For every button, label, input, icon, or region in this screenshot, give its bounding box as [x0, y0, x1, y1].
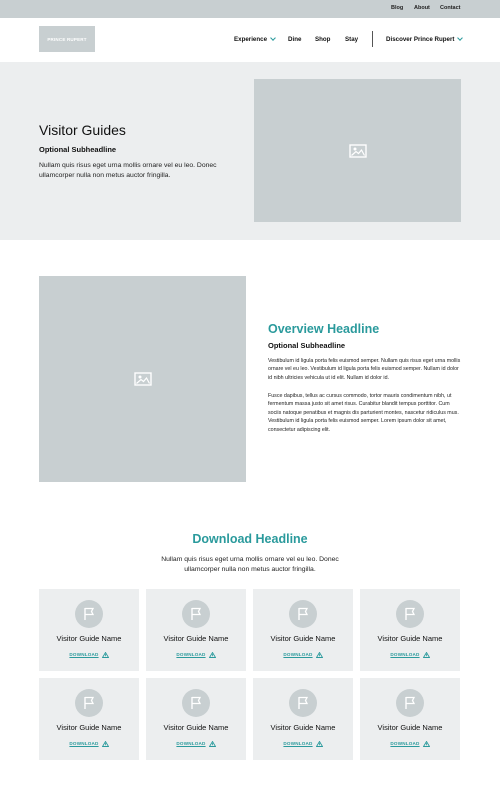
hero-section [0, 62, 500, 240]
download-link[interactable] [253, 741, 353, 747]
guide-name: Visitor Guide Name [377, 723, 443, 732]
download-headline: Download Headline [192, 532, 308, 546]
download-icon [316, 741, 323, 747]
download-link-label: DOWNLOAD [283, 741, 313, 747]
flag-icon [83, 607, 95, 621]
guide-name: Visitor Guide Name [56, 634, 122, 643]
nav-item-experience[interactable] [234, 36, 275, 43]
topbar-link-contact[interactable]: Contact [440, 5, 461, 11]
download-icon [209, 741, 216, 747]
guide-icon-circle [75, 600, 103, 628]
nav-item-dine[interactable] [288, 36, 301, 43]
download-icon [102, 741, 109, 747]
chevron-down-icon [270, 35, 276, 41]
download-icon [102, 652, 109, 658]
hero-title: Visitor Guides [39, 122, 126, 138]
download-link-label: DOWNLOAD [283, 652, 313, 658]
flag-icon [190, 696, 202, 710]
download-link[interactable] [39, 652, 139, 658]
image-placeholder-icon [134, 372, 152, 386]
guide-icon-circle [289, 600, 317, 628]
nav-item-label: Dine [288, 36, 302, 43]
visitor-guide-card [360, 589, 460, 671]
guide-name: Visitor Guide Name [163, 723, 229, 732]
flag-icon [297, 696, 309, 710]
nav-item-label: Stay [345, 36, 359, 43]
download-link[interactable] [146, 652, 246, 658]
image-placeholder-icon [349, 144, 367, 158]
download-link-label: DOWNLOAD [176, 652, 206, 658]
download-icon [316, 652, 323, 658]
utility-bar [0, 0, 500, 18]
download-icon [423, 741, 430, 747]
download-link[interactable] [360, 652, 460, 658]
download-icon [209, 652, 216, 658]
download-link-label: DOWNLOAD [69, 652, 99, 658]
guide-icon-circle [182, 600, 210, 628]
download-link-label: DOWNLOAD [390, 741, 420, 747]
flag-icon [404, 607, 416, 621]
guide-icon-circle [289, 689, 317, 717]
guide-name: Visitor Guide Name [56, 723, 122, 732]
guide-name: Visitor Guide Name [270, 723, 336, 732]
guide-icon-circle [75, 689, 103, 717]
overview-paragraph-2: Fusce dapibus, tellus ac cursus commodo, tortor mauris condimentum nibh, ut fermentum massa justo sit amet risus. Curabitur blandit tempus porttitor. Cum sociis natoque penatibus et magnis dis parturient montes, nascetur ridiculus mus. Vestibulum id ligula porta felis euismod semper. Lorem ipsum dolor sit amet, consectetur adipiscing elit. [268, 393, 459, 433]
overview-headline: Overview Headline [268, 322, 380, 336]
visitor-guide-card [253, 678, 353, 760]
visitor-guide-card [39, 589, 139, 671]
visitor-guide-card [39, 678, 139, 760]
nav-item-stay[interactable] [345, 36, 358, 43]
download-link[interactable] [253, 652, 353, 658]
download-icon [423, 652, 430, 658]
guide-icon-circle [182, 689, 210, 717]
guide-name: Visitor Guide Name [377, 634, 443, 643]
visitor-guide-card [360, 678, 460, 760]
download-link-label: DOWNLOAD [69, 741, 99, 747]
visitor-guide-card [146, 678, 246, 760]
hero-image [254, 79, 461, 222]
nav-item-label: Shop [315, 36, 331, 43]
guide-icon-circle [396, 600, 424, 628]
guide-icon-circle [396, 689, 424, 717]
guide-name: Visitor Guide Name [163, 634, 229, 643]
download-link[interactable] [146, 741, 246, 747]
guide-name: Visitor Guide Name [270, 634, 336, 643]
download-body: Nullam quis risus eget urna mollis ornare vel eu leo. Donec ullamcorper nulla non metus auctor fringilla. [161, 556, 339, 573]
visitor-guide-card [146, 589, 246, 671]
topbar-link-about[interactable]: About [414, 5, 430, 11]
site-logo[interactable]: PRINCE RUPERT [39, 26, 95, 52]
download-link-label: DOWNLOAD [176, 741, 206, 747]
nav-item-shop[interactable] [315, 36, 330, 43]
visitor-guide-card [253, 589, 353, 671]
download-link-label: DOWNLOAD [390, 652, 420, 658]
main-nav [0, 18, 500, 62]
nav-item-label: Discover Prince Rupert [386, 36, 455, 43]
nav-item-label: Experience [234, 36, 268, 43]
hero-body: Nullam quis risus eget urna mollis ornare vel eu leo. Donec ullamcorper nulla non metus auctor fringilla. [39, 162, 217, 179]
overview-paragraph-1: Vestibulum id ligula porta felis euismod semper. Nullam quis risus eget urna mollis ornare vel eu leo. Vestibulum id ligula porta felis euismod semper. Nullam id dolor id nibh ultricies vehicula ut id elit. Nullam id dolor id. [268, 358, 461, 381]
nav-divider [372, 31, 373, 47]
flag-icon [297, 607, 309, 621]
nav-item-discover[interactable] [386, 36, 462, 43]
hero-subheadline: Optional Subheadline [39, 145, 117, 154]
download-link[interactable] [360, 741, 460, 747]
flag-icon [404, 696, 416, 710]
flag-icon [83, 696, 95, 710]
overview-image [39, 276, 246, 482]
chevron-down-icon [458, 35, 464, 41]
flag-icon [190, 607, 202, 621]
download-link[interactable] [39, 741, 139, 747]
overview-subheadline: Optional Subheadline [268, 341, 346, 350]
topbar-link-blog[interactable]: Blog [391, 5, 404, 11]
